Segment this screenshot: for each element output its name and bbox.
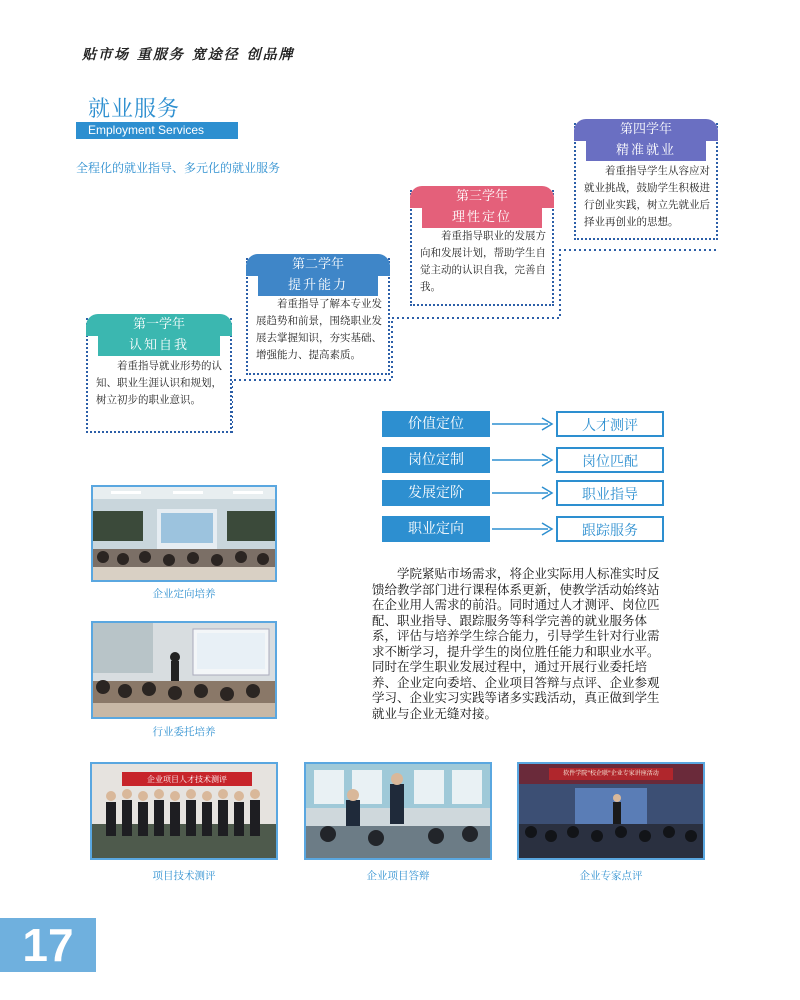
year-label: 第二学年 [246,254,390,276]
section-title: 就业服务 [88,97,181,122]
year-card-2 [246,258,390,375]
arrow-icon [490,411,556,437]
year-label: 第四学年 [574,119,718,141]
year-description: 着重指导职业的发展方向和发展计划，帮助学生自觉主动的认识自我，完善自我。 [420,230,546,293]
arrow-icon [490,447,556,473]
header-slogan: 贴市场 重服务 宽途径 创品牌 [82,47,295,63]
service-left-2: 岗位定制 [382,447,490,473]
photo-caption: 企业定向培养 [152,588,216,600]
year-description: 着重指导就业形势的认知、职业生涯认识和规划，树立初步的职业意识。 [96,360,222,406]
page-number: 17 [0,918,96,972]
service-left-4: 职业定向 [382,516,490,542]
photo-tech-assessment [90,762,278,860]
year-description: 着重指导学生从容应对就业挑战，鼓励学生积极进行创业实践，树立先就业后择业再创业的思想。 [584,165,710,228]
service-right-1: 人才测评 [556,411,664,437]
photo-industry-training [91,621,277,719]
service-right-3: 职业指导 [556,480,664,506]
year-description: 着重指导了解本专业发展趋势和前景，围绕职业发展去掌握知识，夯实基础、增强能力、提高素质。 [256,298,382,361]
section-subtitle: Employment Services [76,122,238,139]
year-label: 第一学年 [86,314,232,336]
year-label: 第三学年 [410,186,554,208]
body-paragraph: 学院紧贴市场需求，将企业实际用人标准实时反馈给教学部门进行课程体系更新，使教学活动始终站在企业用人需求的前沿。同时通过人才测评、岗位匹配、职业指导、跟踪服务等科学完善的就业服务体系，评估与培养学生综合能力，引导学生针对行业需求不断学习，提升学生的岗位胜任能力和职业水平。同时在学生职业发展过程中，通过开展行业委托培养、企业定向委培、企业项目答辩与点评、企业参观学习、企业实习实践等诸多实践活动，真正做到学生就业与企业无缝对接。 [372,566,660,721]
service-left-1: 价值定位 [382,411,490,437]
year-card-4 [574,123,718,240]
photo-caption: 项目技术测评 [152,870,216,882]
photo-banner: 软件学院"校企联"企业专家讲座活动 [563,770,659,777]
year-theme: 理性定位 [422,208,542,228]
photo-expert-review [517,762,705,860]
service-right-2: 岗位匹配 [556,447,664,473]
photo-caption: 企业项目答辩 [366,870,430,882]
photo-project-defense [304,762,492,860]
year-theme: 提升能力 [258,276,378,296]
year-card-1 [86,318,232,433]
arrow-icon [490,516,556,542]
arrow-icon [490,480,556,506]
year-theme: 精准就业 [586,141,706,161]
photo-enterprise-training [91,485,277,582]
year-card-3 [410,190,554,306]
photo-banner: 企业项目人才技术测评 [147,775,227,784]
service-right-4: 跟踪服务 [556,516,664,542]
photo-caption: 企业专家点评 [579,870,643,882]
section-tagline: 全程化的就业指导、多元化的就业服务 [76,161,281,175]
service-left-3: 发展定阶 [382,480,490,506]
year-theme: 认知自我 [98,336,220,356]
photo-caption: 行业委托培养 [152,726,216,738]
